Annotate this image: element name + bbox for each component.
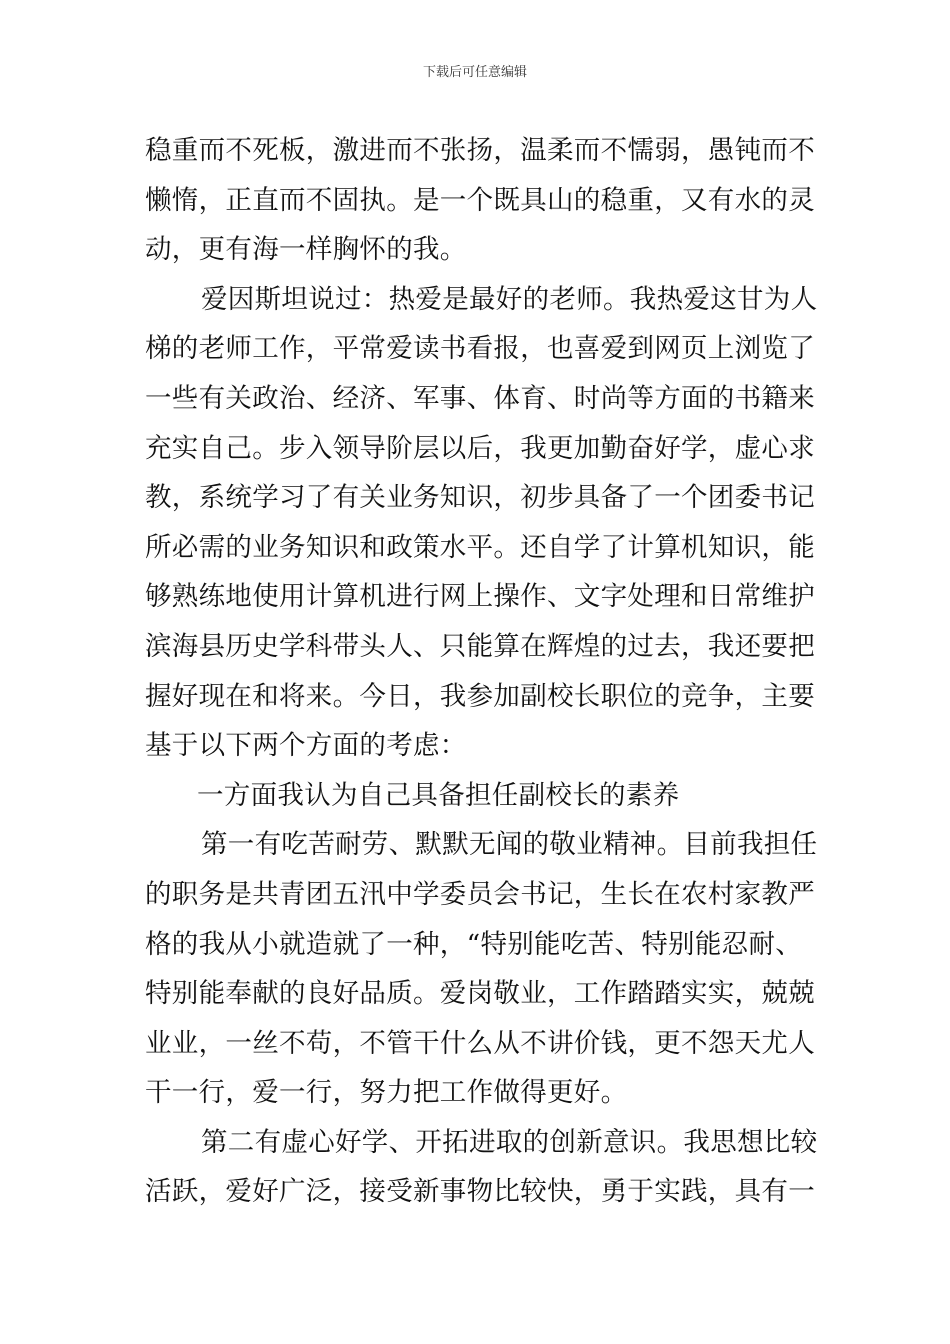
text-line: 握好现在和将来。今日，我参加副校长职位的竞争，主要 (145, 680, 815, 712)
text-line: 滨海县历史学科带头人、只能算在辉煌的过去，我还要把 (145, 630, 815, 662)
text-line: 充实自己。步入领导阶层以后，我更加勤奋好学，虚心求 (145, 432, 815, 464)
paragraph-first-line: 第二有虚心好学、开拓进取的创新意识。我思想比较 (201, 1126, 818, 1158)
paragraph-first-line: 第一有吃苦耐劳、默默无闻的敬业精神。目前我担任 (201, 829, 818, 861)
text-line: 的职务是共青团五汛中学委员会书记，生长在农村家教严 (145, 878, 815, 910)
text-line: 够熟练地使用计算机进行网上操作、文字处理和日常维护 (145, 581, 815, 613)
text-line: 业业，一丝不苟，不管干什么从不讲价钱，更不怨天尤人 (145, 1027, 815, 1059)
text-line: 格的我从小就造就了一种，“特别能吃苦、特别能忍耐、 (145, 928, 803, 960)
text-line: 基于以下两个方面的考虑： (145, 730, 467, 762)
document-body (145, 126, 818, 1217)
text-line: 特别能奉献的良好品质。爱岗敬业，工作踏踏实实，兢兢 (145, 978, 815, 1010)
text-line: 干一行，爱一行，努力把工作做得更好。 (145, 1077, 628, 1109)
section-heading: 一方面我认为自己具备担任副校长的素养 (197, 779, 680, 811)
page-header: 下载后可任意编辑 (422, 65, 527, 80)
text-line: 懒惰，正直而不固执。是一个既具山的稳重，又有水的灵 (145, 184, 815, 216)
text-line: 一些有关政治、经济、军事、体育、时尚等方面的书籍来 (145, 382, 815, 414)
text-line: 教，系统学习了有关业务知识，初步具备了一个团委书记 (145, 482, 815, 514)
paragraph-first-line: 爱因斯坦说过：热爱是最好的老师。我热爱这甘为人 (201, 283, 818, 315)
text-line: 稳重而不死板，激进而不张扬，温柔而不懦弱，愚钝而不 (145, 135, 815, 166)
text-line: 动，更有海一样胸怀的我。 (145, 234, 467, 266)
text-line: 梯的老师工作，平常爱读书看报，也喜爱到网页上浏览了 (145, 333, 815, 365)
text-line: 活跃，爱好广泛，接受新事物比较快，勇于实践，具有一 (145, 1176, 815, 1208)
text-line: 所必需的业务知识和政策水平。还自学了计算机知识，能 (145, 531, 815, 563)
